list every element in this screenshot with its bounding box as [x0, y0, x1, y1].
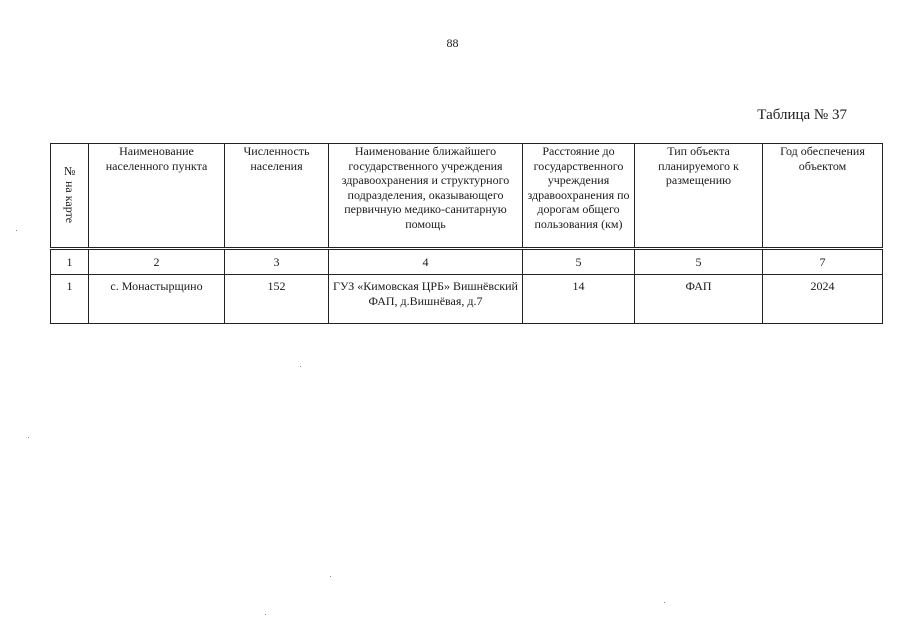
cell-map-number: 1 [51, 275, 89, 324]
cell-year: 2024 [763, 275, 883, 324]
table-row [51, 275, 883, 324]
cell-distance: 14 [523, 275, 635, 324]
scan-speck [16, 230, 17, 231]
column-number: 7 [763, 249, 883, 275]
cell-object-type: ФАП [635, 275, 763, 324]
column-number: 4 [329, 249, 523, 275]
column-number: 5 [523, 249, 635, 275]
column-number-row [51, 249, 883, 275]
table-header-row [51, 144, 883, 249]
scan-speck [300, 366, 301, 367]
column-number: 2 [89, 249, 225, 275]
healthcare-table [50, 143, 883, 324]
column-number: 1 [51, 249, 89, 275]
scan-speck [330, 576, 331, 577]
header-year: Год обеспечения объектом [763, 144, 883, 249]
table-caption: Таблица № 37 [757, 107, 847, 123]
scan-speck [28, 437, 29, 438]
column-number: 5 [635, 249, 763, 275]
scan-speck [664, 602, 665, 603]
header-institution: Наименование ближайшего государственного учреждения здравоохранения и структурного подразделения, оказывающего первичную медико-санитарную помощь [329, 144, 523, 249]
header-map-number [51, 144, 89, 249]
column-number: 3 [225, 249, 329, 275]
cell-institution: ГУЗ «Кимовская ЦРБ» Вишнёвский ФАП, д.Вишнёвая, д.7 [329, 275, 523, 324]
header-settlement: Наименование населенного пункта [89, 144, 225, 249]
cell-settlement: с. Монастырщино [89, 275, 225, 324]
page-number: 88 [446, 36, 459, 50]
header-population: Численность населения [225, 144, 329, 249]
cell-population: 152 [225, 275, 329, 324]
header-distance: Расстояние до государственного учреждения здравоохранения по дорогам общего пользования (км) [523, 144, 635, 249]
header-object-type: Тип объекта планируемого к размещению [635, 144, 763, 249]
scan-speck [265, 614, 266, 615]
header-map-number-label: № на карте [62, 164, 77, 224]
